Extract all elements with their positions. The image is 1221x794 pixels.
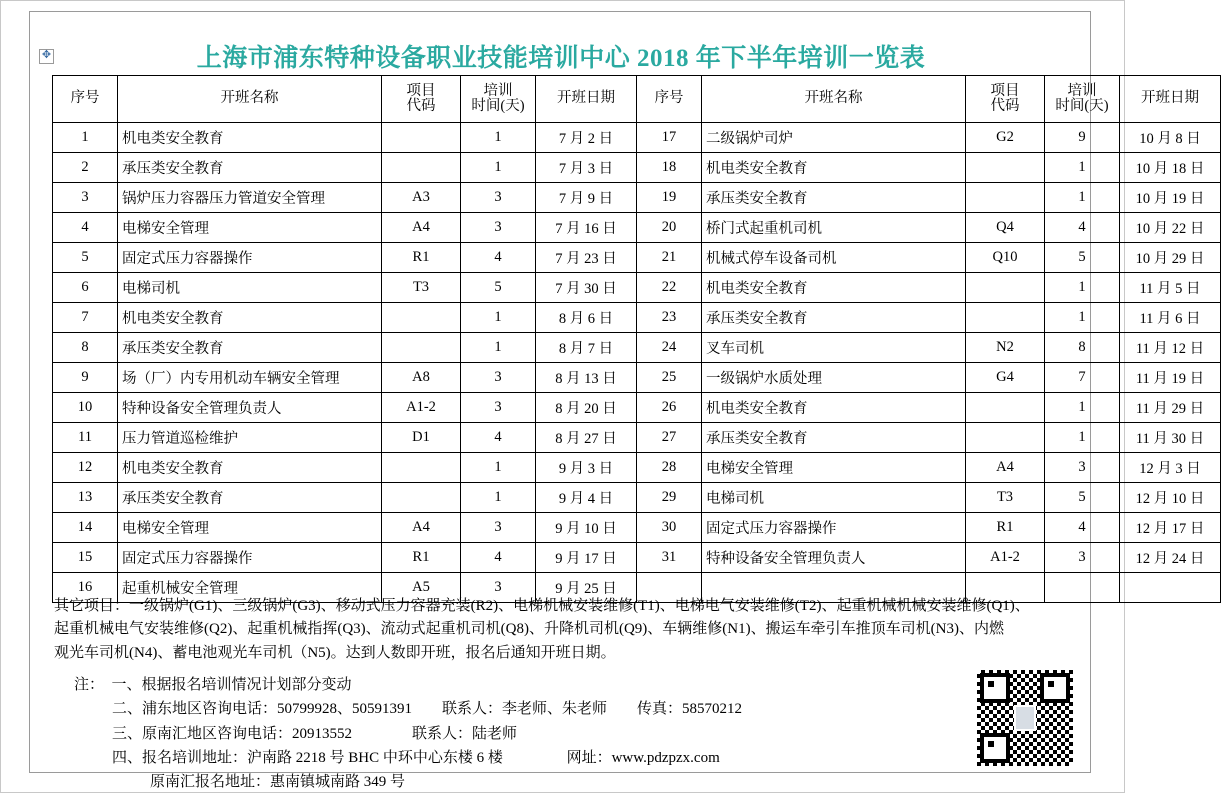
cell-date: 9 月 3 日	[536, 453, 637, 483]
cell-seq: 20	[637, 213, 702, 243]
cell-name: 承压类安全教育	[118, 333, 382, 363]
cell-days: 1	[1045, 273, 1120, 303]
cell-date	[1120, 573, 1221, 603]
qr-eye-top-right	[1040, 673, 1070, 703]
cell-name: 锅炉压力容器压力管道安全管理	[118, 183, 382, 213]
cell-seq: 4	[53, 213, 118, 243]
cell-days: 1	[461, 153, 536, 183]
cell-date: 10 月 22 日	[1120, 213, 1221, 243]
cell-code	[382, 333, 461, 363]
cell-seq: 14	[53, 513, 118, 543]
cell-code: A5	[382, 573, 461, 603]
cell-date: 11 月 29 日	[1120, 393, 1221, 423]
table-row	[53, 303, 1221, 333]
cell-date: 9 月 25 日	[536, 573, 637, 603]
cell-days: 3	[461, 513, 536, 543]
cell-seq: 22	[637, 273, 702, 303]
cell-seq: 23	[637, 303, 702, 333]
cell-name: 机电类安全教育	[118, 123, 382, 153]
cell-date: 11 月 12 日	[1120, 333, 1221, 363]
cell-seq: 15	[53, 543, 118, 573]
cell-date: 11 月 6 日	[1120, 303, 1221, 333]
cell-days: 1	[1045, 303, 1120, 333]
cell-seq: 25	[637, 363, 702, 393]
cell-seq: 28	[637, 453, 702, 483]
cell-name: 承压类安全教育	[118, 483, 382, 513]
table-row	[53, 513, 1221, 543]
table-row	[53, 333, 1221, 363]
cell-code: A1-2	[382, 393, 461, 423]
header-date-left: 开班日期	[536, 76, 637, 123]
cell-days: 1	[461, 123, 536, 153]
cell-date: 12 月 17 日	[1120, 513, 1221, 543]
cell-days: 3	[461, 183, 536, 213]
cell-name: 桥门式起重机司机	[702, 213, 966, 243]
cell-days: 1	[461, 483, 536, 513]
cell-code	[966, 303, 1045, 333]
cell-days: 3	[461, 393, 536, 423]
table-row	[53, 543, 1221, 573]
cell-days: 3	[461, 213, 536, 243]
table-row	[53, 393, 1221, 423]
cell-seq: 31	[637, 543, 702, 573]
header-days-line1: 培训	[483, 82, 513, 99]
cell-name: 机械式停车设备司机	[702, 243, 966, 273]
cell-code	[966, 273, 1045, 303]
cell-code: G4	[966, 363, 1045, 393]
cell-code	[966, 183, 1045, 213]
note-line-2: 二、浦东地区咨询电话：50799928、50591391 联系人：李老师、朱老师 传真：58570212	[112, 701, 743, 718]
cell-days: 1	[461, 333, 536, 363]
cell-date: 10 月 29 日	[1120, 243, 1221, 273]
cell-days: 4	[461, 543, 536, 573]
cell-date: 9 月 10 日	[536, 513, 637, 543]
cell-days: 5	[1045, 483, 1120, 513]
table-row	[53, 123, 1221, 153]
other-items-block	[54, 595, 1064, 665]
cell-code	[382, 153, 461, 183]
cell-seq: 21	[637, 243, 702, 273]
cell-name: 叉车司机	[702, 333, 966, 363]
cell-code: A1-2	[966, 543, 1045, 573]
cell-code: N2	[966, 333, 1045, 363]
cell-days: 7	[1045, 363, 1120, 393]
cell-days: 5	[461, 273, 536, 303]
cell-date: 7 月 30 日	[536, 273, 637, 303]
cell-name: 固定式压力容器操作	[702, 513, 966, 543]
cell-name: 二级锅炉司炉	[702, 123, 966, 153]
cell-date: 8 月 27 日	[536, 423, 637, 453]
cell-date: 11 月 30 日	[1120, 423, 1221, 453]
cell-name: 承压类安全教育	[702, 303, 966, 333]
cell-name: 特种设备安全管理负责人	[118, 393, 382, 423]
cell-date: 7 月 16 日	[536, 213, 637, 243]
cell-code: Q10	[966, 243, 1045, 273]
table-row	[53, 153, 1221, 183]
cell-seq: 7	[53, 303, 118, 333]
header-seq-right: 序号	[637, 76, 702, 123]
qr-center-logo	[1014, 705, 1036, 731]
cell-name: 机电类安全教育	[118, 303, 382, 333]
table-row	[53, 483, 1221, 513]
cell-days: 3	[1045, 543, 1120, 573]
cell-days: 4	[461, 423, 536, 453]
cell-seq: 5	[53, 243, 118, 273]
cell-code: R1	[382, 543, 461, 573]
notes-block	[74, 673, 974, 794]
qr-code-icon	[974, 667, 1076, 769]
cell-name: 电梯司机	[702, 483, 966, 513]
cell-date: 12 月 3 日	[1120, 453, 1221, 483]
cell-name: 承压类安全教育	[702, 423, 966, 453]
cell-days: 9	[1045, 123, 1120, 153]
cell-code: Q4	[966, 213, 1045, 243]
cell-name: 承压类安全教育	[118, 153, 382, 183]
cell-seq: 27	[637, 423, 702, 453]
qr-eye-top-left	[980, 673, 1010, 703]
other-items-line3: 观光车司机(N4)、蓄电池观光车司机（N5)。达到人数即开班，报名后通知开班日期。	[54, 644, 616, 661]
qr-eye-bottom-left	[980, 733, 1010, 763]
header-days-right	[1045, 76, 1120, 123]
cell-code: A4	[966, 453, 1045, 483]
cell-code	[966, 153, 1045, 183]
cell-name: 机电类安全教育	[702, 153, 966, 183]
table-header-row	[53, 76, 1221, 123]
cell-days: 4	[461, 243, 536, 273]
cell-name: 压力管道巡检维护	[118, 423, 382, 453]
cell-seq: 19	[637, 183, 702, 213]
cell-seq: 30	[637, 513, 702, 543]
cell-seq: 18	[637, 153, 702, 183]
cell-date: 10 月 18 日	[1120, 153, 1221, 183]
cell-code: T3	[966, 483, 1045, 513]
cell-seq: 24	[637, 333, 702, 363]
cell-days: 1	[1045, 423, 1120, 453]
cell-seq: 10	[53, 393, 118, 423]
header-days-line1-right: 培训	[1067, 82, 1097, 99]
cell-code	[382, 483, 461, 513]
cell-date: 9 月 4 日	[536, 483, 637, 513]
cell-seq: 13	[53, 483, 118, 513]
table-row	[53, 453, 1221, 483]
cell-days: 1	[1045, 393, 1120, 423]
cell-date: 8 月 13 日	[536, 363, 637, 393]
other-items-line2: 起重机械电气安装维修(Q2)、起重机械指挥(Q3)、流动式起重机司机(Q8)、升降机司机(Q9)、车辆维修(N1)、搬运车牵引车推顶车司机(N3)、内燃	[54, 621, 1004, 638]
cell-name: 机电类安全教育	[118, 453, 382, 483]
header-seq-left: 序号	[53, 76, 118, 123]
table-row	[53, 273, 1221, 303]
cell-date: 8 月 20 日	[536, 393, 637, 423]
cell-name: 电梯安全管理	[118, 213, 382, 243]
other-items-line1: 其它项目：一级锅炉(G1)、三级锅炉(G3)、移动式压力容器充装(R2)、电梯机械安装维修(T1)、电梯电气安装维修(T2)、起重机械机械安装维修(Q1)、	[54, 598, 1030, 614]
header-code-left	[382, 76, 461, 123]
note-line-3: 三、原南汇地区咨询电话：20913552 联系人：陆老师	[112, 725, 518, 742]
page-title: 上海市浦东特种设备职业技能培训中心 2018 年下半年培训一览表	[196, 45, 926, 72]
header-name-right: 开班名称	[702, 76, 966, 123]
cell-seq: 8	[53, 333, 118, 363]
cell-days: 3	[1045, 453, 1120, 483]
cell-code: A4	[382, 513, 461, 543]
cell-name: 起重机械安全管理	[118, 573, 382, 603]
cell-name: 场（厂）内专用机动车辆安全管理	[118, 363, 382, 393]
header-code-right	[966, 76, 1045, 123]
cell-name: 电梯司机	[118, 273, 382, 303]
cell-name: 机电类安全教育	[702, 393, 966, 423]
cell-date: 8 月 6 日	[536, 303, 637, 333]
cell-date: 12 月 10 日	[1120, 483, 1221, 513]
table-body	[53, 123, 1221, 603]
header-code-line2-right: 代码	[990, 98, 1020, 114]
table-row	[53, 363, 1221, 393]
cell-name: 固定式压力容器操作	[118, 243, 382, 273]
cell-code: R1	[382, 243, 461, 273]
header-code-line1: 项目	[406, 82, 436, 99]
cell-date: 10 月 8 日	[1120, 123, 1221, 153]
cell-days: 4	[1045, 513, 1120, 543]
cell-days: 4	[1045, 213, 1120, 243]
header-date-right: 开班日期	[1120, 76, 1221, 123]
cell-code	[382, 303, 461, 333]
cell-name: 电梯安全管理	[702, 453, 966, 483]
document-frame	[29, 11, 1205, 791]
cell-code: A3	[382, 183, 461, 213]
cell-seq: 3	[53, 183, 118, 213]
training-schedule-table	[52, 75, 1205, 603]
cell-code: G2	[966, 123, 1045, 153]
cell-code: A4	[382, 213, 461, 243]
cell-days: 3	[461, 363, 536, 393]
cell-date: 10 月 19 日	[1120, 183, 1221, 213]
cell-days: 1	[1045, 183, 1120, 213]
cell-seq: 6	[53, 273, 118, 303]
header-days-left	[461, 76, 536, 123]
header-days-line2-right: 时间(天)	[1055, 98, 1109, 114]
move-handle-icon[interactable]: ✥	[39, 49, 54, 64]
cell-date: 7 月 3 日	[536, 153, 637, 183]
cell-date: 11 月 19 日	[1120, 363, 1221, 393]
cell-seq: 16	[53, 573, 118, 603]
cell-days: 1	[1045, 153, 1120, 183]
cell-seq: 17	[637, 123, 702, 153]
cell-name: 电梯安全管理	[118, 513, 382, 543]
cell-days: 3	[461, 573, 536, 603]
cell-days: 1	[461, 453, 536, 483]
cell-date: 7 月 9 日	[536, 183, 637, 213]
cell-seq: 11	[53, 423, 118, 453]
cell-code	[382, 123, 461, 153]
cell-code: A8	[382, 363, 461, 393]
cell-days: 5	[1045, 243, 1120, 273]
cell-code	[382, 453, 461, 483]
header-name-left: 开班名称	[118, 76, 382, 123]
note-line-5: 原南汇报名地址：惠南镇城南路 349 号	[150, 774, 406, 791]
note-line-4: 四、报名培训地址：沪南路 2218 号 BHC 中环中心东楼 6 楼 网址：www.pdzpzx.com	[112, 749, 720, 766]
cell-seq: 26	[637, 393, 702, 423]
cell-date: 12 月 24 日	[1120, 543, 1221, 573]
cell-seq: 9	[53, 363, 118, 393]
header-days-line2: 时间(天)	[471, 98, 525, 114]
cell-code	[966, 393, 1045, 423]
table-row	[53, 423, 1221, 453]
header-code-line2: 代码	[406, 98, 436, 114]
cell-seq: 1	[53, 123, 118, 153]
cell-seq: 29	[637, 483, 702, 513]
cell-name: 特种设备安全管理负责人	[702, 543, 966, 573]
table-row	[53, 243, 1221, 273]
cell-date: 11 月 5 日	[1120, 273, 1221, 303]
header-code-line1-right: 项目	[990, 82, 1020, 99]
cell-date: 9 月 17 日	[536, 543, 637, 573]
cell-code	[966, 423, 1045, 453]
cell-days: 8	[1045, 333, 1120, 363]
cell-code: R1	[966, 513, 1045, 543]
cell-name: 机电类安全教育	[702, 273, 966, 303]
cell-name: 固定式压力容器操作	[118, 543, 382, 573]
cell-date: 7 月 23 日	[536, 243, 637, 273]
note-line-1: 注： 一、根据报名培训情况计划部分变动	[74, 677, 352, 693]
cell-days: 1	[461, 303, 536, 333]
cell-name: 承压类安全教育	[702, 183, 966, 213]
cell-name: 一级锅炉水质处理	[702, 363, 966, 393]
cell-date: 8 月 7 日	[536, 333, 637, 363]
table-row	[53, 183, 1221, 213]
cell-code: D1	[382, 423, 461, 453]
cell-date: 7 月 2 日	[536, 123, 637, 153]
table-row	[53, 213, 1221, 243]
cell-seq: 12	[53, 453, 118, 483]
cell-code: T3	[382, 273, 461, 303]
cell-seq: 2	[53, 153, 118, 183]
